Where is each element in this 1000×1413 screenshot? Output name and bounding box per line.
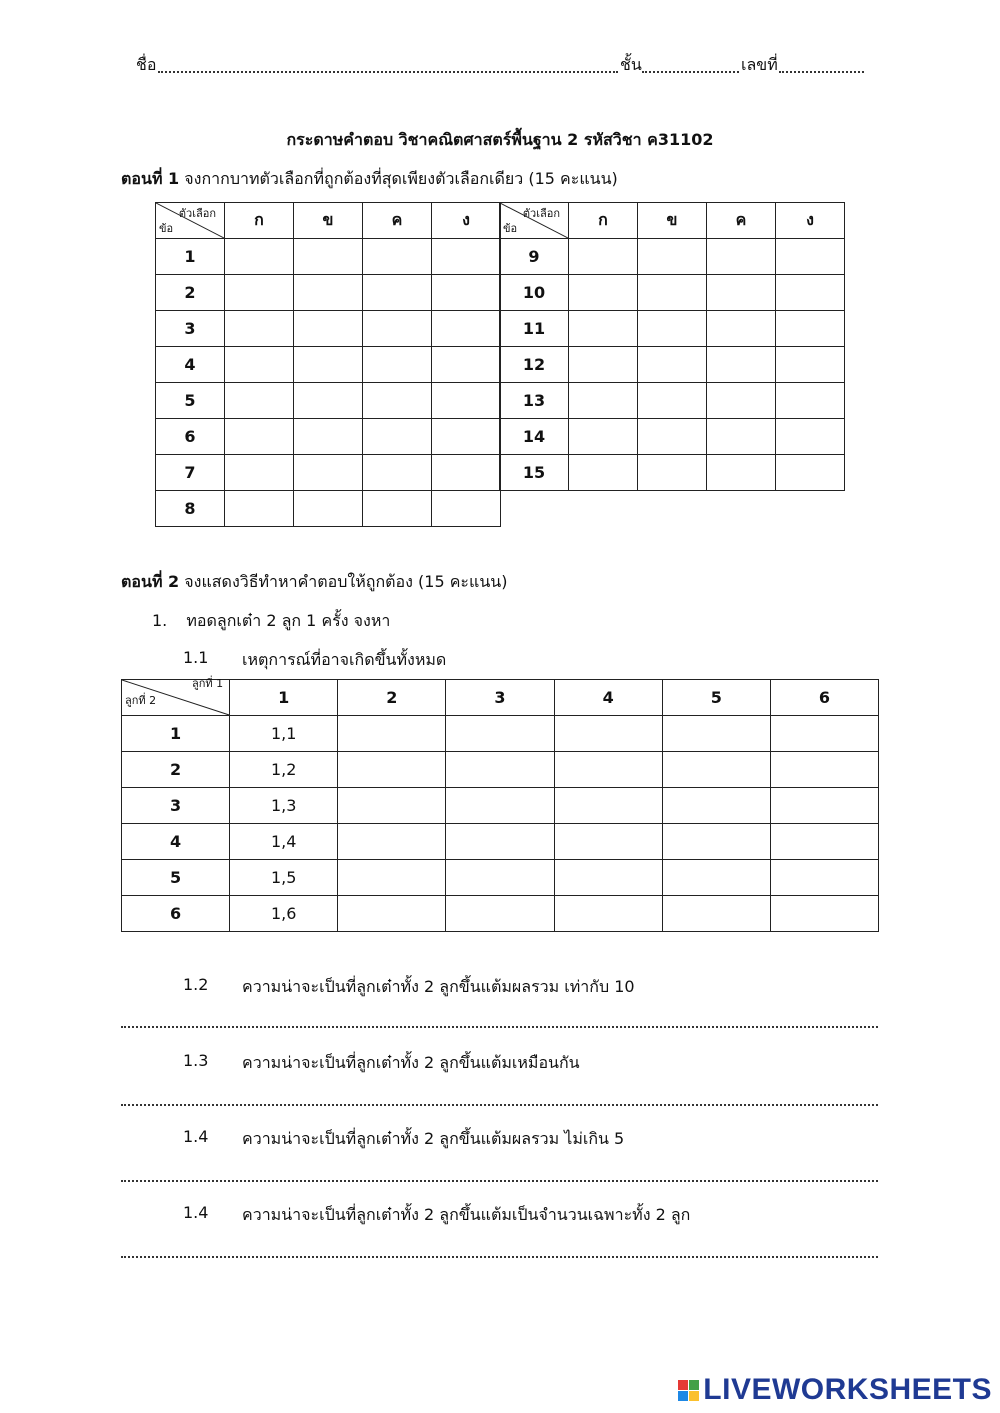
outcome-cell: 1,3: [230, 788, 338, 824]
answer-cell[interactable]: [554, 716, 662, 752]
item-number: 3: [156, 311, 225, 347]
question-1-2: [183, 975, 635, 996]
option-header: ค: [707, 203, 776, 239]
table-row: [500, 239, 845, 275]
option-header: ค: [363, 203, 432, 239]
table-row: [156, 347, 501, 383]
table-header-row: [156, 203, 501, 239]
answer-cell[interactable]: [294, 347, 363, 383]
row-label: 4: [122, 824, 230, 860]
class-label: ชั้น: [620, 55, 642, 74]
answer-cell[interactable]: [363, 311, 432, 347]
liveworksheets-logo-icon: [678, 1380, 699, 1401]
answer-cell[interactable]: [294, 419, 363, 455]
answer-cell[interactable]: [432, 491, 501, 527]
answer-cell[interactable]: [363, 419, 432, 455]
liveworksheets-logo: [678, 1373, 992, 1407]
item-number: 6: [156, 419, 225, 455]
answer-cell[interactable]: [569, 311, 638, 347]
table-row: [500, 419, 845, 455]
table-row: [156, 275, 501, 311]
answer-cell[interactable]: [662, 788, 770, 824]
item-number: 11: [500, 311, 569, 347]
column-header: 5: [662, 680, 770, 716]
answer-cell[interactable]: [363, 347, 432, 383]
row-label: 6: [122, 896, 230, 932]
item-number: 1: [156, 239, 225, 275]
item-number: 7: [156, 455, 225, 491]
answer-cell[interactable]: [662, 896, 770, 932]
answer-cell[interactable]: [638, 419, 707, 455]
question-text: ความน่าจะเป็นที่ลูกเต๋าทั้ง 2 ลูกขึ้นแต้มผลรวม ไม่เกิน 5: [242, 1129, 625, 1148]
dice-outcomes-table: [121, 679, 879, 932]
part1-table-left: [155, 202, 501, 527]
answer-cell[interactable]: [776, 311, 845, 347]
table-row: [156, 455, 501, 491]
diag-bottom-label: ข้อ: [503, 222, 518, 235]
outcome-cell: 1,2: [230, 752, 338, 788]
answer-cell[interactable]: [776, 419, 845, 455]
answer-cell[interactable]: [770, 896, 878, 932]
answer-cell[interactable]: [294, 383, 363, 419]
diag-top-label: ลูกที่ 1: [191, 677, 224, 690]
answer-cell[interactable]: [638, 347, 707, 383]
column-header: 6: [770, 680, 878, 716]
answer-cell[interactable]: [707, 347, 776, 383]
table-row: [500, 347, 845, 383]
answer-line[interactable]: [121, 1104, 878, 1106]
table-row: [156, 239, 501, 275]
table-row: [156, 491, 501, 527]
option-header: ข: [294, 203, 363, 239]
answer-cell[interactable]: [707, 419, 776, 455]
part1-heading: [121, 167, 618, 192]
question-1-1: [183, 648, 447, 669]
item-number: 8: [156, 491, 225, 527]
answer-cell[interactable]: [638, 239, 707, 275]
answer-cell[interactable]: [554, 752, 662, 788]
part1-label: ตอนที่ 1: [121, 169, 180, 188]
answer-cell[interactable]: [707, 311, 776, 347]
answer-cell[interactable]: [294, 239, 363, 275]
answer-cell[interactable]: [554, 824, 662, 860]
answer-line[interactable]: [121, 1026, 878, 1028]
item-number: 5: [156, 383, 225, 419]
answer-line[interactable]: [121, 1180, 878, 1182]
question-number: 1.1: [183, 648, 209, 667]
diagonal-header-cell: [156, 203, 225, 239]
option-header: ง: [432, 203, 501, 239]
answer-cell[interactable]: [554, 896, 662, 932]
answer-cell[interactable]: [363, 239, 432, 275]
answer-cell[interactable]: [363, 275, 432, 311]
part1-table-right: [499, 202, 845, 491]
outcome-cell: 1,4: [230, 824, 338, 860]
question-text: ความน่าจะเป็นที่ลูกเต๋าทั้ง 2 ลูกขึ้นแต้มเหมือนกัน: [242, 1053, 580, 1072]
item-number: 14: [500, 419, 569, 455]
diag-bottom-label: ข้อ: [159, 222, 174, 235]
answer-cell[interactable]: [776, 275, 845, 311]
table-row: [500, 311, 845, 347]
answer-cell[interactable]: [338, 860, 446, 896]
answer-cell[interactable]: [662, 860, 770, 896]
answer-cell[interactable]: [338, 788, 446, 824]
answer-cell[interactable]: [446, 896, 554, 932]
answer-cell[interactable]: [432, 383, 501, 419]
option-header: ก: [569, 203, 638, 239]
option-header: ง: [776, 203, 845, 239]
answer-cell[interactable]: [294, 311, 363, 347]
diagonal-header-cell: [500, 203, 569, 239]
table-row: [122, 860, 879, 896]
part1-instruction: จงกากบาทตัวเลือกที่ถูกต้องที่สุดเพียงตัวเลือกเดียว (15 คะแนน): [184, 169, 618, 188]
answer-cell[interactable]: [554, 860, 662, 896]
table-row: [122, 752, 879, 788]
answer-cell[interactable]: [638, 275, 707, 311]
answer-cell[interactable]: [569, 239, 638, 275]
question-number: 1.4: [183, 1127, 209, 1146]
answer-cell[interactable]: [770, 716, 878, 752]
answer-cell[interactable]: [338, 716, 446, 752]
diag-bottom-label: ลูกที่ 2: [125, 694, 157, 707]
answer-cell[interactable]: [446, 824, 554, 860]
question-number: 1.4: [183, 1203, 209, 1222]
answer-cell[interactable]: [569, 383, 638, 419]
part2-heading: [121, 570, 507, 595]
answer-cell[interactable]: [338, 824, 446, 860]
answer-cell[interactable]: [338, 896, 446, 932]
question-text: ความน่าจะเป็นที่ลูกเต๋าทั้ง 2 ลูกขึ้นแต้มเป็นจำนวนเฉพาะทั้ง 2 ลูก: [242, 1205, 691, 1224]
row-label: 2: [122, 752, 230, 788]
answer-cell[interactable]: [446, 716, 554, 752]
table-row: [122, 896, 879, 932]
answer-cell[interactable]: [294, 275, 363, 311]
answer-cell[interactable]: [432, 239, 501, 275]
answer-cell[interactable]: [707, 275, 776, 311]
answer-cell[interactable]: [294, 455, 363, 491]
answer-cell[interactable]: [770, 824, 878, 860]
answer-cell[interactable]: [776, 347, 845, 383]
row-label: 3: [122, 788, 230, 824]
column-header: 1: [230, 680, 338, 716]
item-number: 2: [156, 275, 225, 311]
item-number: 13: [500, 383, 569, 419]
diagonal-header-cell: [122, 677, 230, 716]
row-label: 5: [122, 860, 230, 896]
table-row: [500, 275, 845, 311]
table-row: [500, 455, 845, 491]
answer-cell[interactable]: [294, 491, 363, 527]
answer-cell[interactable]: [225, 419, 294, 455]
answer-cell[interactable]: [569, 419, 638, 455]
table-row: [156, 419, 501, 455]
logo-text: LIVEWORKSHEETS: [703, 1373, 992, 1406]
row-label: 1: [122, 716, 230, 752]
answer-cell[interactable]: [446, 860, 554, 896]
outcome-cell: 1,5: [230, 860, 338, 896]
answer-cell[interactable]: [707, 239, 776, 275]
question-1-4b: [183, 1203, 691, 1224]
answer-cell[interactable]: [446, 752, 554, 788]
answer-cell[interactable]: [662, 824, 770, 860]
item-number: 15: [500, 455, 569, 491]
diag-top-label: ตัวเลือก: [522, 207, 560, 220]
answer-cell[interactable]: [363, 455, 432, 491]
answer-cell[interactable]: [638, 383, 707, 419]
answer-cell[interactable]: [569, 347, 638, 383]
question-text: ความน่าจะเป็นที่ลูกเต๋าทั้ง 2 ลูกขึ้นแต้มผลรวม เท่ากับ 10: [242, 977, 635, 996]
answer-cell[interactable]: [432, 275, 501, 311]
answer-cell[interactable]: [770, 788, 878, 824]
table-row: [122, 824, 879, 860]
answer-cell[interactable]: [707, 383, 776, 419]
diag-top-label: ตัวเลือก: [178, 207, 216, 220]
answer-cell[interactable]: [662, 752, 770, 788]
table-row: [122, 788, 879, 824]
item-number: 9: [500, 239, 569, 275]
answer-line[interactable]: [121, 1256, 878, 1258]
answer-cell[interactable]: [432, 311, 501, 347]
answer-cell[interactable]: [554, 788, 662, 824]
column-header: 2: [338, 680, 446, 716]
class-field[interactable]: [642, 71, 739, 73]
column-header: 3: [446, 680, 554, 716]
answer-cell[interactable]: [225, 455, 294, 491]
answer-cell[interactable]: [569, 275, 638, 311]
question-1: [152, 609, 390, 634]
answer-cell[interactable]: [225, 383, 294, 419]
answer-cell[interactable]: [225, 239, 294, 275]
part2-instruction: จงแสดงวิธีทำหาคำตอบให้ถูกต้อง (15 คะแนน): [184, 572, 508, 591]
answer-cell[interactable]: [569, 455, 638, 491]
part2-label: ตอนที่ 2: [121, 572, 180, 591]
number-field[interactable]: [779, 71, 864, 73]
answer-cell[interactable]: [338, 752, 446, 788]
answer-cell[interactable]: [225, 275, 294, 311]
question-number: 1.: [152, 611, 168, 630]
answer-cell[interactable]: [776, 455, 845, 491]
question-number: 1.2: [183, 975, 209, 994]
question-1-4a: [183, 1127, 625, 1148]
answer-cell[interactable]: [707, 455, 776, 491]
answer-cell[interactable]: [225, 491, 294, 527]
answer-cell[interactable]: [432, 347, 501, 383]
answer-cell[interactable]: [770, 860, 878, 896]
table-row: [500, 383, 845, 419]
item-number: 12: [500, 347, 569, 383]
outcome-cell: 1,6: [230, 896, 338, 932]
answer-cell[interactable]: [638, 455, 707, 491]
answer-cell[interactable]: [638, 311, 707, 347]
answer-cell[interactable]: [770, 752, 878, 788]
table-row: [122, 716, 879, 752]
outcome-cell: 1,1: [230, 716, 338, 752]
number-label: เลขที่: [741, 55, 778, 74]
option-header: ก: [225, 203, 294, 239]
table-row: [156, 383, 501, 419]
item-number: 10: [500, 275, 569, 311]
question-text: เหตุการณ์ที่อาจเกิดขึ้นทั้งหมด: [242, 650, 447, 669]
table-header-row: [500, 203, 845, 239]
name-label: ชื่อ: [136, 55, 157, 74]
answer-cell[interactable]: [225, 347, 294, 383]
item-number: 4: [156, 347, 225, 383]
answer-cell[interactable]: [446, 788, 554, 824]
answer-cell[interactable]: [662, 716, 770, 752]
option-header: ข: [638, 203, 707, 239]
table-header-row: [122, 680, 879, 716]
column-header: 4: [554, 680, 662, 716]
question-text: ทอดลูกเต๋า 2 ลูก 1 ครั้ง จงหา: [186, 611, 391, 630]
answer-cell[interactable]: [432, 419, 501, 455]
answer-cell[interactable]: [225, 311, 294, 347]
table-row: [156, 311, 501, 347]
question-number: 1.3: [183, 1051, 209, 1070]
answer-cell[interactable]: [363, 383, 432, 419]
page-title: กระดาษคำตอบ วิชาคณิตศาสตร์พื้นฐาน 2 รหัสวิชา ค31102: [286, 130, 714, 149]
answer-cell[interactable]: [363, 491, 432, 527]
answer-cell[interactable]: [776, 383, 845, 419]
answer-cell[interactable]: [776, 239, 845, 275]
answer-cell[interactable]: [432, 455, 501, 491]
name-field[interactable]: [158, 71, 618, 73]
question-1-3: [183, 1051, 580, 1072]
